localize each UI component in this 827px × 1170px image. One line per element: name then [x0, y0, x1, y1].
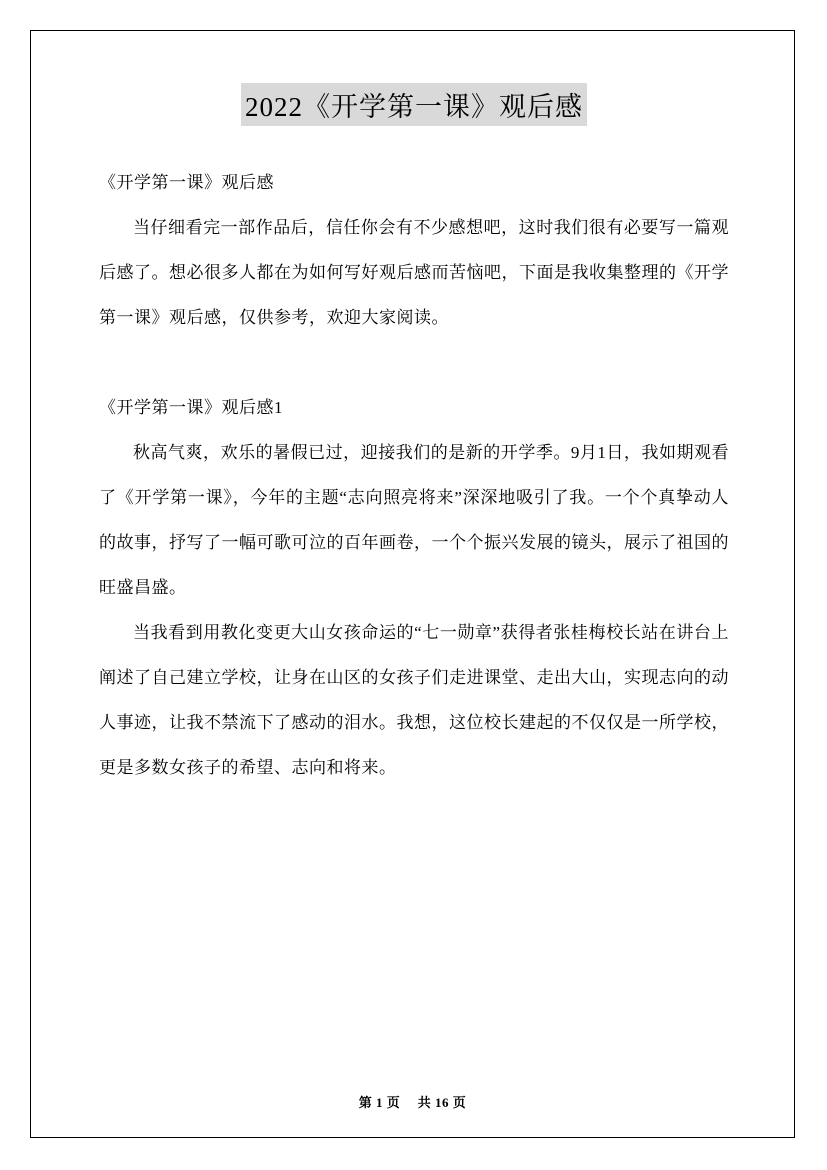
paragraph-spacer [99, 340, 729, 385]
page-content [99, 83, 729, 790]
paragraph-body-1: 秋高气爽，欢乐的暑假已过，迎接我们的是新的开学季。9月1日，我如期观看了《开学第一课》，今年的主题“志向照亮将来”深深地吸引了我。一个个真挚动人的故事，抒写了一幅可歌可泣的百年画卷，一个个振兴发展的镜头，展示了祖国的旺盛昌盛。 [99, 443, 729, 597]
footer-total-prefix: 共 [417, 1095, 432, 1110]
page-title-wrapper [99, 83, 729, 126]
footer-page-suffix: 页 [386, 1095, 401, 1110]
paragraph-intro: 当仔细看完一部作品后，信任你会有不少感想吧，这时我们很有必要写一篇观后感了。想必很多人都在为如何写好观后感而苦恼吧，下面是我收集整理的《开学第一课》观后感，仅供参考，欢迎大家阅读。 [99, 218, 729, 327]
footer-page-number: 1 [375, 1095, 383, 1110]
document-page [30, 30, 795, 1138]
paragraph-heading-2: 《开学第一课》观后感1 [99, 398, 283, 417]
paragraph-heading-1: 《开学第一课》观后感 [99, 173, 274, 192]
footer-total-suffix: 页 [452, 1095, 467, 1110]
footer-total-number: 16 [435, 1095, 450, 1110]
page-title: 2022《开学第一课》观后感 [241, 83, 587, 126]
page-footer [31, 1092, 794, 1111]
footer-page-prefix: 第 [358, 1095, 373, 1110]
paragraph-body-2: 当我看到用教化变更大山女孩命运的“七一勋章”获得者张桂梅校长站在讲台上阐述了自己建立学校，让身在山区的女孩子们走进课堂、走出大山，实现志向的动人事迹，让我不禁流下了感动的泪水。我想，这位校长建起的不仅仅是一所学校，更是多数女孩子的希望、志向和将来。 [99, 623, 729, 777]
